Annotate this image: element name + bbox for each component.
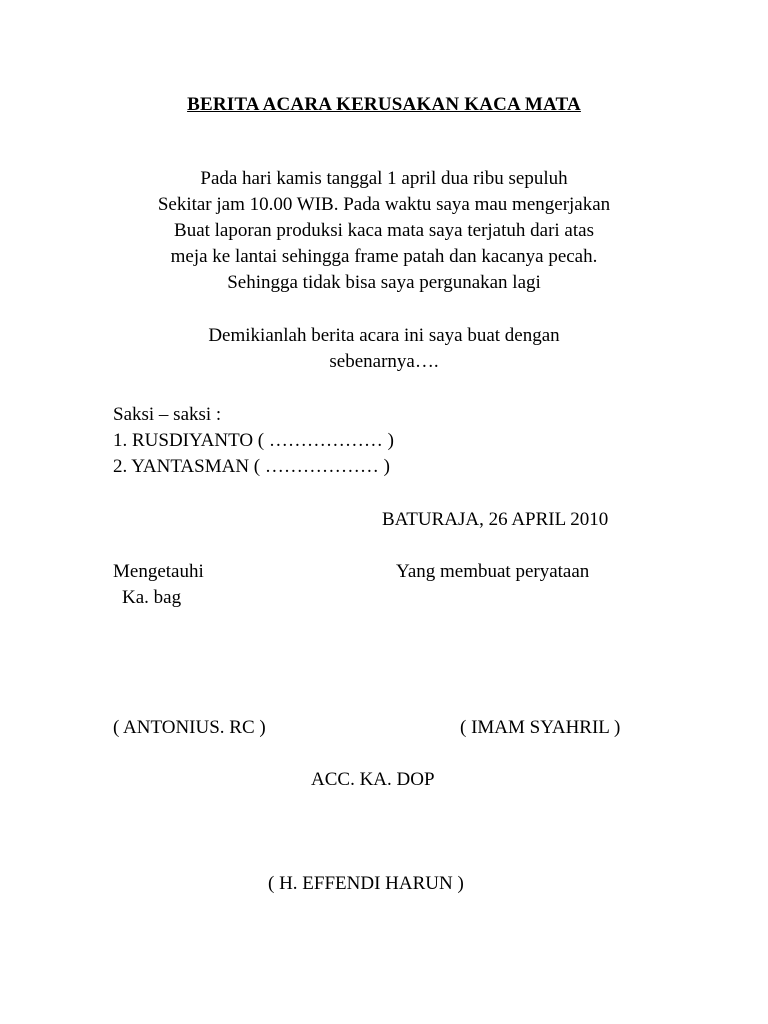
- body-line: Sekitar jam 10.00 WIB. Pada waktu saya mau mengerjakan: [157, 194, 611, 215]
- left-signature-sublabel: Ka. bag: [122, 587, 182, 608]
- witness-item: 2. YANTASMAN ( ……………… ): [113, 456, 390, 477]
- witness-item: 1. RUSDIYANTO ( ……………… ): [113, 430, 394, 451]
- document-title: BERITA ACARA KERUSAKAN KACA MATA: [187, 94, 581, 115]
- body-line: Pada hari kamis tanggal 1 april dua ribu sepuluh: [200, 168, 568, 189]
- closing-line: Demikianlah berita acara ini saya buat dengan: [208, 325, 560, 346]
- closing-paragraph: [0, 323, 768, 375]
- right-signatory-name: ( IMAM SYAHRIL ): [460, 717, 621, 738]
- body-line: Buat laporan produksi kaca mata saya terjatuh dari atas: [174, 220, 594, 241]
- left-signature-label: Mengetauhi: [113, 561, 204, 582]
- body-paragraph: [0, 166, 768, 296]
- right-signature-label: Yang membuat peryataan: [396, 561, 590, 582]
- witness-section: [113, 402, 394, 480]
- witness-heading: Saksi – saksi :: [113, 404, 222, 425]
- body-line: meja ke lantai sehingga frame patah dan kacanya pecah.: [170, 246, 598, 267]
- closing-line: sebenarnya….: [329, 351, 439, 372]
- left-signatory-name: ( ANTONIUS. RC ): [113, 717, 266, 738]
- approval-signatory-name: ( H. EFFENDI HARUN ): [268, 873, 464, 894]
- place-date: BATURAJA, 26 APRIL 2010: [382, 509, 609, 530]
- body-line: Sehingga tidak bisa saya pergunakan lagi: [227, 272, 541, 293]
- approval-label: ACC. KA. DOP: [311, 769, 435, 790]
